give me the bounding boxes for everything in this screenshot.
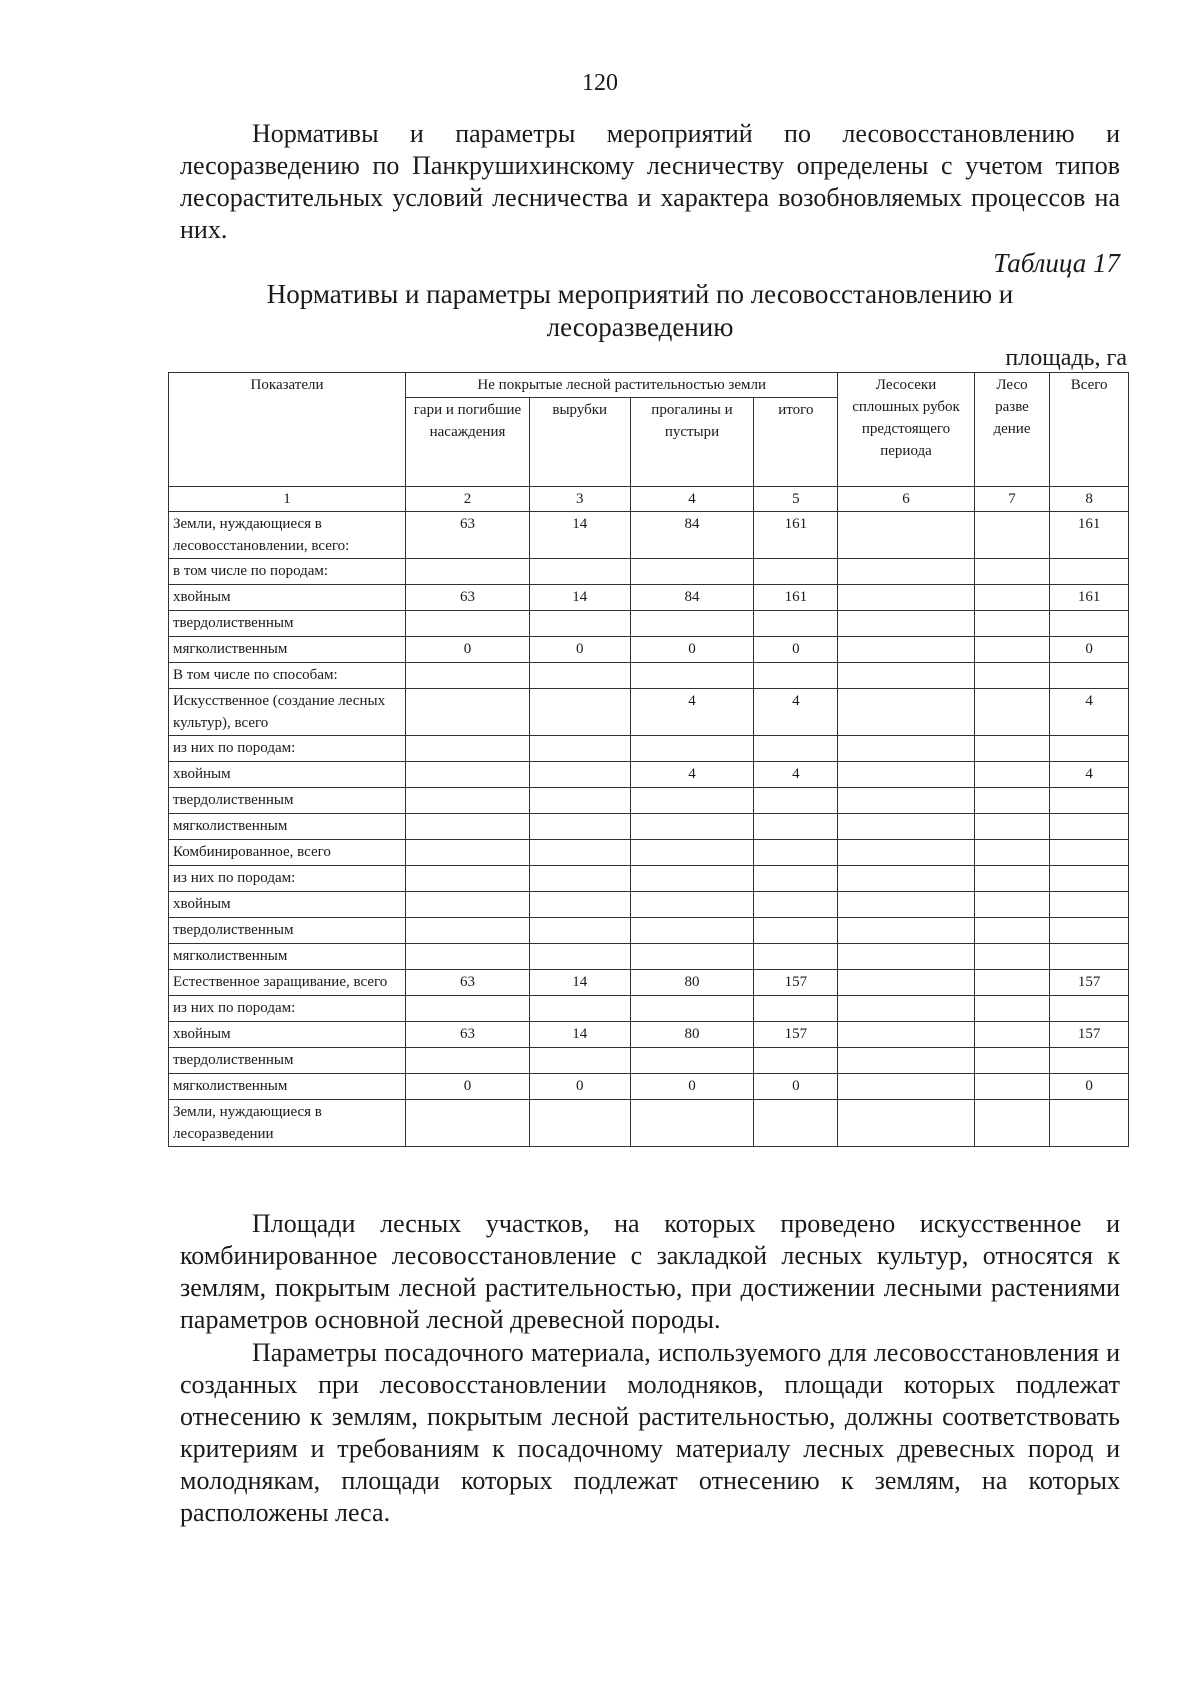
table-cell xyxy=(529,762,630,788)
table-cell xyxy=(529,736,630,762)
table-cell xyxy=(754,1048,838,1074)
table-cell: 161 xyxy=(1050,585,1129,611)
table-cell xyxy=(974,663,1050,689)
table-cell xyxy=(974,559,1050,585)
table-cell xyxy=(406,840,530,866)
row-label: хвойным xyxy=(169,585,406,611)
table-title: Нормативы и параметры мероприятий по лесовосстановлению и лесоразведению xyxy=(266,279,1014,342)
table-cell xyxy=(1050,1100,1129,1147)
table-cell xyxy=(406,663,530,689)
table-cell xyxy=(630,1100,754,1147)
table-cell: 14 xyxy=(529,585,630,611)
table-cell: 161 xyxy=(1050,512,1129,559)
table-cell xyxy=(1050,611,1129,637)
table-cell xyxy=(974,814,1050,840)
table-body xyxy=(169,487,1129,1147)
table-cell xyxy=(406,892,530,918)
table-cell xyxy=(754,996,838,1022)
header-indicators: Показатели xyxy=(169,373,406,487)
table-cell xyxy=(529,996,630,1022)
table-cell xyxy=(1050,866,1129,892)
table-cell: 0 xyxy=(630,1074,754,1100)
column-number: 3 xyxy=(529,487,630,512)
table-row xyxy=(169,970,1129,996)
table-cell: 161 xyxy=(754,585,838,611)
table-cell xyxy=(1050,559,1129,585)
column-number: 6 xyxy=(838,487,974,512)
table-cell xyxy=(529,892,630,918)
table-cell xyxy=(630,918,754,944)
header-burnt: гари и погибшие насаждения xyxy=(406,398,530,487)
table-cell: 63 xyxy=(406,512,530,559)
table-cell: 0 xyxy=(754,637,838,663)
table-cell xyxy=(406,1048,530,1074)
table-cell: 0 xyxy=(754,1074,838,1100)
row-label: хвойным xyxy=(169,1022,406,1048)
table-cell xyxy=(754,944,838,970)
table-cell xyxy=(406,611,530,637)
table-cell: 0 xyxy=(1050,637,1129,663)
table-cell xyxy=(630,611,754,637)
row-label: Земли, нуждающиеся в лесоразведении xyxy=(169,1100,406,1147)
table-cell xyxy=(529,1048,630,1074)
table-row xyxy=(169,1100,1129,1147)
table-row xyxy=(169,918,1129,944)
table-cell: 63 xyxy=(406,1022,530,1048)
table-cell xyxy=(630,996,754,1022)
table-row xyxy=(169,814,1129,840)
table-row xyxy=(169,762,1129,788)
table-cell: 157 xyxy=(1050,1022,1129,1048)
table-cell xyxy=(529,559,630,585)
table-cell xyxy=(754,918,838,944)
table-cell xyxy=(1050,736,1129,762)
table-cell: 0 xyxy=(529,1074,630,1100)
table-row xyxy=(169,996,1129,1022)
table-cell xyxy=(630,892,754,918)
table-cell xyxy=(529,814,630,840)
table-cell xyxy=(529,1100,630,1147)
table-cell: 161 xyxy=(754,512,838,559)
header-total-sub: итого xyxy=(754,398,838,487)
table-cell xyxy=(529,944,630,970)
table-cell xyxy=(754,788,838,814)
table-cell xyxy=(630,866,754,892)
row-label: из них по породам: xyxy=(169,866,406,892)
table-cell xyxy=(406,944,530,970)
column-number: 1 xyxy=(169,487,406,512)
header-afforestation: Лесо разве дение xyxy=(974,373,1050,487)
table-row xyxy=(169,866,1129,892)
table-cell xyxy=(974,866,1050,892)
table-cell xyxy=(754,814,838,840)
table-cell: 14 xyxy=(529,970,630,996)
table-cell: 0 xyxy=(406,1074,530,1100)
row-label: из них по породам: xyxy=(169,996,406,1022)
table-cell xyxy=(406,689,530,736)
table-cell xyxy=(406,996,530,1022)
table-cell xyxy=(974,689,1050,736)
table-cell xyxy=(406,814,530,840)
table-cell: 4 xyxy=(1050,689,1129,736)
table-cell xyxy=(1050,944,1129,970)
column-number: 2 xyxy=(406,487,530,512)
table-row xyxy=(169,512,1129,559)
table-row xyxy=(169,1048,1129,1074)
column-number: 4 xyxy=(630,487,754,512)
table-cell xyxy=(406,762,530,788)
table-cell xyxy=(838,689,974,736)
table-cell: 0 xyxy=(630,637,754,663)
table-cell: 0 xyxy=(529,637,630,663)
table-cell xyxy=(838,559,974,585)
table-cell: 14 xyxy=(529,1022,630,1048)
table-row xyxy=(169,1022,1129,1048)
table-cell xyxy=(1050,814,1129,840)
table-cell xyxy=(529,918,630,944)
table-cell xyxy=(974,762,1050,788)
table-cell xyxy=(1050,918,1129,944)
table-cell xyxy=(838,918,974,944)
table-cell xyxy=(406,1100,530,1147)
table-cell xyxy=(1050,840,1129,866)
table-cell xyxy=(1050,996,1129,1022)
table-cell xyxy=(838,585,974,611)
table-cell xyxy=(838,788,974,814)
table-cell xyxy=(754,866,838,892)
table-cell xyxy=(754,663,838,689)
table-cell xyxy=(974,611,1050,637)
table-cell xyxy=(974,996,1050,1022)
table-cell xyxy=(974,637,1050,663)
header-clearings: вырубки xyxy=(529,398,630,487)
table-cell xyxy=(838,892,974,918)
table-cell xyxy=(838,1022,974,1048)
table-row xyxy=(169,788,1129,814)
header-glades: прогалины и пустыри xyxy=(630,398,754,487)
table-cell xyxy=(630,1048,754,1074)
table-cell xyxy=(1050,788,1129,814)
table-cell xyxy=(529,689,630,736)
table-cell xyxy=(529,663,630,689)
row-label: мягколиственным xyxy=(169,944,406,970)
table-cell xyxy=(838,970,974,996)
table-cell xyxy=(838,814,974,840)
table-cell xyxy=(974,1048,1050,1074)
table-cell: 0 xyxy=(406,637,530,663)
table-cell xyxy=(974,512,1050,559)
table-cell xyxy=(974,1022,1050,1048)
table-cell: 157 xyxy=(754,970,838,996)
units-label: площадь, га xyxy=(1005,345,1127,371)
row-label: мягколиственным xyxy=(169,814,406,840)
row-label: Земли, нуждающиеся в лесовосстановлении, всего: xyxy=(169,512,406,559)
page-number: 120 xyxy=(582,70,618,96)
table-cell: 63 xyxy=(406,585,530,611)
table-cell: 4 xyxy=(1050,762,1129,788)
table-row xyxy=(169,892,1129,918)
row-label: твердолиственным xyxy=(169,918,406,944)
table-cell xyxy=(406,788,530,814)
table-cell xyxy=(974,736,1050,762)
table-cell xyxy=(406,736,530,762)
row-label: Комбинированное, всего xyxy=(169,840,406,866)
table-cell: 0 xyxy=(1050,1074,1129,1100)
column-number: 7 xyxy=(974,487,1050,512)
table-row xyxy=(169,637,1129,663)
table-cell xyxy=(974,970,1050,996)
table-cell: 4 xyxy=(754,762,838,788)
column-number: 8 xyxy=(1050,487,1129,512)
table-cell: 4 xyxy=(630,762,754,788)
table-cell xyxy=(838,736,974,762)
table-row xyxy=(169,736,1129,762)
table-cell: 4 xyxy=(754,689,838,736)
table-cell xyxy=(838,1074,974,1100)
table-row xyxy=(169,663,1129,689)
row-label: твердолиственным xyxy=(169,1048,406,1074)
table-cell xyxy=(754,840,838,866)
table-cell xyxy=(529,866,630,892)
table-cell xyxy=(838,944,974,970)
table-cell xyxy=(974,918,1050,944)
column-number: 5 xyxy=(754,487,838,512)
table-cell xyxy=(1050,663,1129,689)
table-cell: 157 xyxy=(754,1022,838,1048)
table-cell: 63 xyxy=(406,970,530,996)
table-cell xyxy=(754,892,838,918)
table-row xyxy=(169,611,1129,637)
table-cell xyxy=(974,788,1050,814)
table-cell xyxy=(630,840,754,866)
table-row xyxy=(169,585,1129,611)
row-label: Искусственное (создание лесных культур), всего xyxy=(169,689,406,736)
row-label: хвойным xyxy=(169,892,406,918)
table-cell: 80 xyxy=(630,1022,754,1048)
table-cell xyxy=(754,559,838,585)
row-label: мягколиственным xyxy=(169,637,406,663)
table-cell xyxy=(630,559,754,585)
table-cell xyxy=(974,1074,1050,1100)
table-row xyxy=(169,1074,1129,1100)
table-cell: 80 xyxy=(630,970,754,996)
table-cell xyxy=(630,736,754,762)
table-cell xyxy=(1050,892,1129,918)
row-label: твердолиственным xyxy=(169,611,406,637)
paragraph-2: Площади лесных участков, на которых проведено искусственное и комбинированное лесовосстановление с закладкой лесных культур, относятся к землям, покрытым лесной растительностью, при достижении лесными растениями параметров основной лесной древесной породы. xyxy=(180,1209,1120,1334)
header-total: Всего xyxy=(1050,373,1129,487)
table-cell xyxy=(529,788,630,814)
table-cell xyxy=(974,585,1050,611)
column-number-row xyxy=(169,487,1129,512)
row-label: Естественное заращивание, всего xyxy=(169,970,406,996)
table-cell xyxy=(529,611,630,637)
table-row xyxy=(169,559,1129,585)
row-label: в том числе по породам: xyxy=(169,559,406,585)
table-cell xyxy=(529,840,630,866)
table-cell xyxy=(838,663,974,689)
table-cell xyxy=(838,840,974,866)
table-cell xyxy=(406,866,530,892)
table-cell xyxy=(974,892,1050,918)
table-cell xyxy=(974,1100,1050,1147)
norms-table xyxy=(168,372,1129,1147)
table-cell xyxy=(754,611,838,637)
table-row xyxy=(169,944,1129,970)
header-felling-sites: Лесосеки сплошных рубок предстоящего периода xyxy=(838,373,974,487)
table-cell: 157 xyxy=(1050,970,1129,996)
table-cell xyxy=(754,1100,838,1147)
table-cell xyxy=(630,663,754,689)
table-cell xyxy=(838,637,974,663)
table-cell xyxy=(838,512,974,559)
header-non-covered: Не покрытые лесной растительностью земли xyxy=(406,373,838,398)
table-cell xyxy=(974,840,1050,866)
table-cell: 4 xyxy=(630,689,754,736)
row-label: В том числе по способам: xyxy=(169,663,406,689)
table-row xyxy=(169,840,1129,866)
table-cell xyxy=(974,944,1050,970)
table-cell xyxy=(838,866,974,892)
table-cell xyxy=(838,762,974,788)
table-cell xyxy=(406,918,530,944)
table-cell: 14 xyxy=(529,512,630,559)
row-label: из них по породам: xyxy=(169,736,406,762)
table-cell xyxy=(838,996,974,1022)
table-cell: 84 xyxy=(630,512,754,559)
table-cell xyxy=(1050,1048,1129,1074)
table-cell xyxy=(838,611,974,637)
row-label: твердолиственным xyxy=(169,788,406,814)
row-label: мягколиственным xyxy=(169,1074,406,1100)
table-cell xyxy=(754,736,838,762)
paragraph-3: Параметры посадочного материала, используемого для лесовосстановления и созданных при лесовосстановлении молодняков, площади которых подлежат отнесению к землям, покрытым лесной растительностью, должны соответствовать критериям и требованиям к посадочному материалу лесных древесных пород и молоднякам, площади которых подлежат отнесению к землям, на которых расположены леса. xyxy=(180,1338,1120,1527)
table-caption: Таблица 17 xyxy=(993,248,1120,278)
table-cell xyxy=(630,814,754,840)
table-cell xyxy=(630,944,754,970)
intro-paragraph: Нормативы и параметры мероприятий по лесовосстановлению и лесоразведению по Панкрушихинскому лесничеству определены с учетом типов лесорастительных условий лесничества и характера возобновляемых процессов на них. xyxy=(180,119,1120,244)
table-cell xyxy=(630,788,754,814)
table-cell xyxy=(838,1048,974,1074)
table-cell xyxy=(406,559,530,585)
table-cell xyxy=(838,1100,974,1147)
table-cell: 84 xyxy=(630,585,754,611)
table-row xyxy=(169,689,1129,736)
row-label: хвойным xyxy=(169,762,406,788)
